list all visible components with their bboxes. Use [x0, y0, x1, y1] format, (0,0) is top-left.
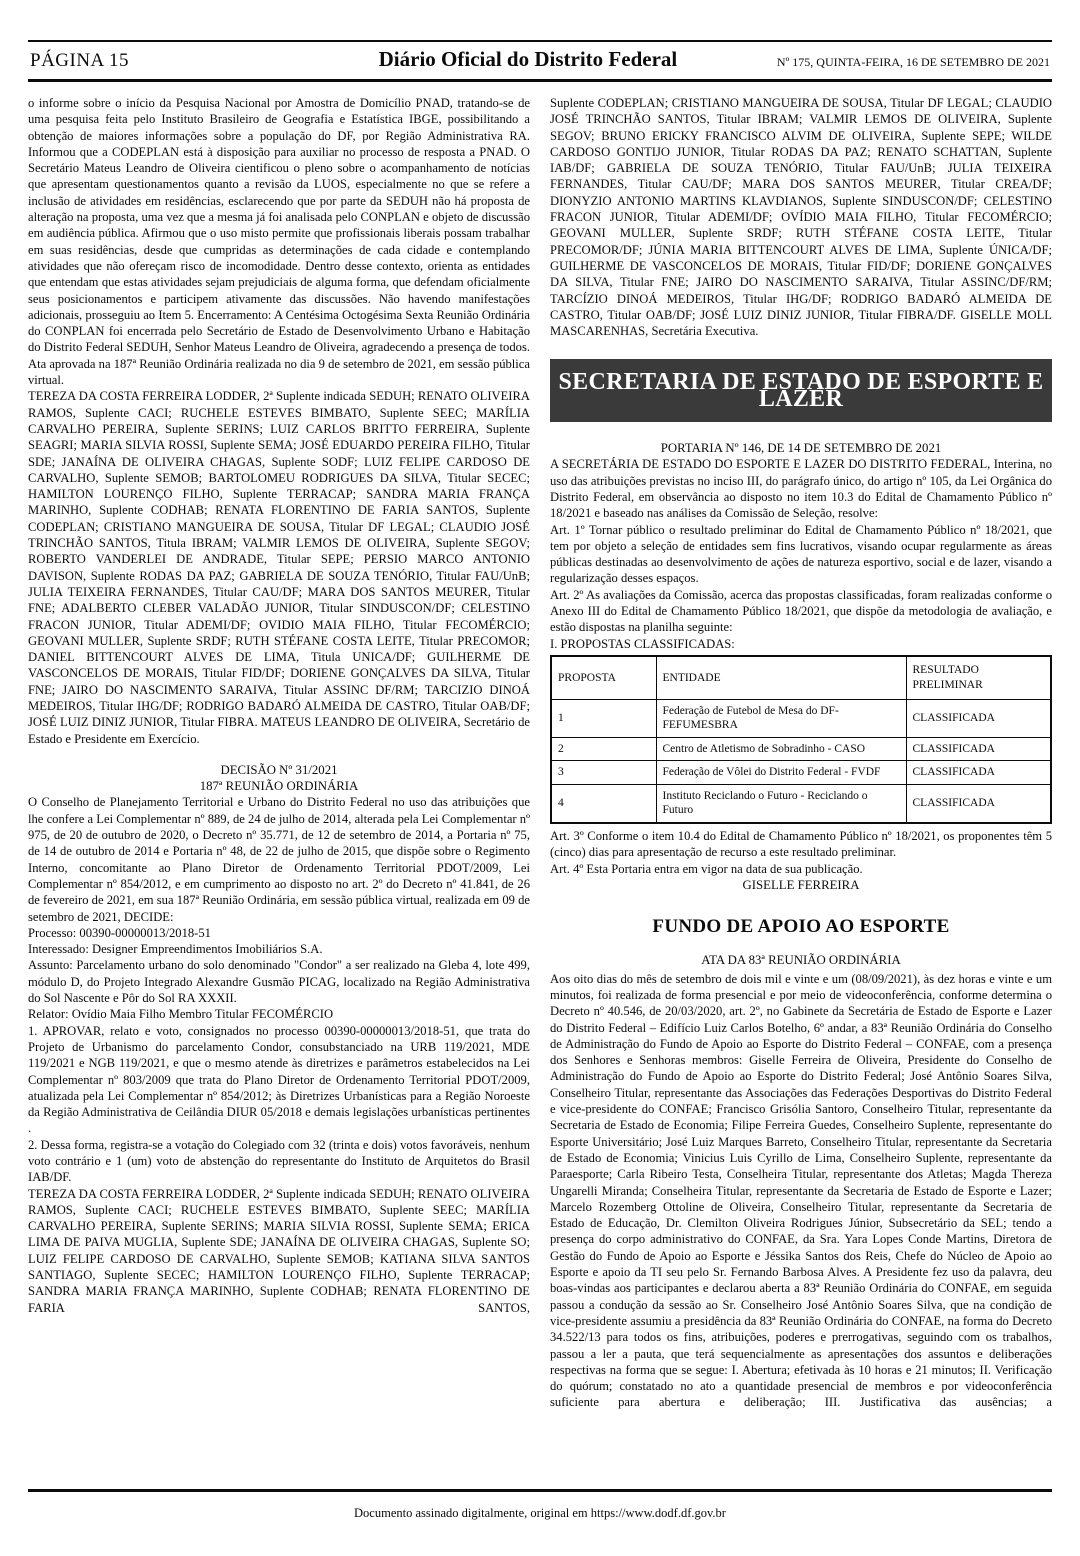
cell-entidade: Federação de Vôlei do Distrito Federal - FVDF [656, 761, 906, 785]
column-header-entidade: ENTIDADE [656, 656, 906, 700]
portaria-title: PORTARIA Nº 146, DE 14 DE SETEMBRO DE 2021 [660, 441, 942, 456]
digital-signature-note: Documento assinado digitalmente, original em https://www.dodf.df.gov.br [354, 1506, 726, 1520]
page-number-label: PÁGINA 15 [30, 50, 129, 71]
decision-item-1: 1. APROVAR, relato e voto, consignados no processo 00390-00000013/2018-51, que trata do Projeto de Urbanismo do parcelamento Condor, consubstanciado na URB 119/2021, MDE 119/2021 e NGB 119/2021, e que o mesmo atende às diretrizes e parâmetros estabelecidos na Lei Complementar nº 803/2009 que trata do Plano Diretor de Ordenamento Territorial PDOT/2009, atualizada pela Lei Complementar nº 854/2012; às Diretrizes Urbanísticas para a Região Noroeste da Região Administrativa de Ceilândia DIUR 05/2018 e demais legislações urbanísticas pertinentes . [28, 1023, 530, 1136]
table-row [551, 761, 1051, 785]
decision-title: DECISÃO Nº 31/2021 [220, 762, 338, 777]
page-footer [28, 1489, 1052, 1521]
left-column [28, 95, 530, 1493]
cell-resultado: CLASSIFICADA [906, 737, 1051, 761]
table-row [551, 699, 1051, 737]
portaria-art1-paragraph: Art. 1º Tornar público o resultado preliminar do Edital de Chamamento Público nº 18/2021, que tem por objeto a seleção de entidades sem fins lucrativos, visando ocupar regularmente as áreas públicas destinadas ao desenvolvimento de ações de natureza esportivo, social e de lazer, visando a regularização desses espaços. [550, 522, 1052, 586]
classified-proposals-table [550, 655, 1052, 824]
ata-title: ATA DA 83ª REUNIÃO ORDINÁRIA [701, 953, 901, 968]
cell-entidade: Centro de Atletismo de Sobradinho - CASO [656, 737, 906, 761]
process-line: Processo: 00390-00000013/2018-51 [28, 925, 211, 940]
decision-body-paragraph: O Conselho de Planejamento Territorial e Urbano do Distrito Federal no uso das atribuições que lhe confere a Lei Complementar nº 889, de 24 de julho de 2014, alterada pela Lei Complementar nº 975, de 20 de outubro de 2020, o Decreto nº 35.771, de 12 de setembro de 2014, a Portaria nº 75, de 14 de outubro de 2014 e Portaria nº 48, de 22 de julho de 2015, que dispõe sobre o Regimento Interno, concomitante ao Plano Diretor de Ordenamento Territorial PDOT/2009, Lei Complementar nº 854/2012, e em cumprimento ao disposto no art. 2º do Decreto nº 41.841, de 26 de fevereiro de 2021, em sua 187ª Reunião Ordinária, em sessão pública virtual, realizada em 09 de setembro de 2021, DECIDE: [28, 795, 530, 924]
portaria-intro-paragraph: A SECRETÁRIA DE ESTADO DO ESPORTE E LAZER DO DISTRITO FEDERAL, Interina, no uso das atribuições previstas no inciso III, do parágrafo único, do artigo nº 105, da Lei Orgânica do Distrito Federal, em observância ao disposto no item 10.3 do Edital de Chamamento Público nº 18/2021 e baseado nas análises da Comissão de Seleção, resolve: [550, 457, 1052, 521]
table-row [551, 737, 1051, 761]
rapporteur-line: Relator: Ovídio Maia Filho Membro Titular FECOMÉRCIO [28, 1007, 334, 1022]
cell-proposta: 4 [551, 784, 656, 823]
conplan-minutes-paragraph: o informe sobre o início da Pesquisa Nacional por Amostra de Domicílio PNAD, tratando-se de uma pesquisa feita pelo Instituto Brasileiro de Geografia e Estatística IBGE, possibilitando a obtenção de maiores informações sobre a população do DF, por Região Administrativa RA. Informou que a CODEPLAN está à disposição para auxiliar no processo de resposta a PNAD. O Secretário Mateus Leandro de Oliveira cientificou o pleno sobre o acompanhamento de notícias que apresentam questionamentos quanto a revisão da LUOS, especialmente no que se refere a inclusão de atividades em residências, esclarecendo que por parte da SEDUH não há proposta de alteração na proposta, uma vez que a mesma já foi analisada pelo CONPLAN e objeto de discussão em audiência pública. Afirmou que o uso misto permite que profissionais liberais possam trabalhar em suas residências, desde que cumpridas as determinações de cada cidade e contemplando atividades que não ofereçam risco de incomodidade. Dentro desse contexto, orienta as entidades que entendam que estas atividades sejam prejudiciais de alguma forma, que defendam oficialmente seus posicionamentos e participem ativamente das discussões. Não havendo manifestações adicionais, prosseguiu ao Item 5. Encerramento: A Centésima Octogésima Sexta Reunião Ordinária do CONPLAN foi encerrada pelo Secretário de Estado de Desenvolvimento Urbano e Habitação do Distrito Federal SEDUH, Senhor Mateus Leandro de Oliveira, agradecendo a presença de todos. Ata aprovada na 187ª Reunião Ordinária realizada no dia 9 de setembro de 2021, em sessão pública virtual. [28, 96, 530, 388]
masthead [28, 40, 1052, 82]
classified-proposals-label: I. PROPOSTAS CLASSIFICADAS: [550, 636, 735, 651]
cell-proposta: 1 [551, 699, 656, 737]
portaria-art2-paragraph: Art. 2º As avaliações da Comissão, acerca das propostas classificadas, foram realizadas conforme o Anexo III do Edital de Chamamento Público 18/2021, que dispõe da metodologia de avaliação, e estão dispostas na planilha seguinte: [550, 587, 1052, 635]
cell-resultado: CLASSIFICADA [906, 784, 1051, 823]
column-header-resultado: RESULTADO PRELIMINAR [906, 656, 1051, 700]
cell-proposta: 2 [551, 737, 656, 761]
cell-resultado: CLASSIFICADA [906, 761, 1051, 785]
section-title-fundo-apoio-esporte: FUNDO DE APOIO AO ESPORTE [652, 916, 950, 938]
edition-date-label: Nº 175, QUINTA-FEIRA, 16 DE SETEMBRO DE 2021 [776, 55, 1050, 69]
portaria-signature: GISELLE FERREIRA [742, 877, 860, 892]
decision-attendees-paragraph: TEREZA DA COSTA FERREIRA LODDER, 2ª Suplente indicada SEDUH; RENATO OLIVEIRA RAMOS, Suplente CACI; RUCHELE ESTEVES BIMBATO, Suplente SEEC; MARÍLIA CARVALHO PEREIRA, Suplente SERINS; MARIA SILVIA ROSSI, Suplente SEMA; ERICA LIMA DE PAIVA MUGLIA, Suplente SDE; JANAÍNA DE OLIVEIRA CHAGAS, Suplente SO; LUIZ FELIPE CARDOSO DE CARVALHO, Suplente SEMOB; KATIANA SILVA SANTOS SANTIAGO, Suplente SECEC; HAMILTON LOURENÇO FILHO, Suplente TERRACAP; SANDRA MARIA FRANÇA MARINHO, Suplente CODHAB; RENATA FLORENTINO DE FARIA SANTOS, [28, 1186, 530, 1315]
cell-resultado: CLASSIFICADA [906, 699, 1051, 737]
portaria-art3-paragraph: Art. 3º Conforme o item 10.4 do Edital de Chamamento Público nº 18/2021, os proponentes têm 5 (cinco) dias para apresentação de recurso a este resultado preliminar. [550, 828, 1052, 860]
decision-subtitle: 187ª REUNIÃO ORDINÁRIA [199, 779, 359, 794]
subject-line: Assunto: Parcelamento urbano do solo denominado "Condor" a ser realizado na Gleba 4, lote 499, módulo D, do Projeto Integrado Alexandre Gusmão PICAG, localizado na Região Administrativa do Sol Nascente e Pôr do Sol RA XXXII. [28, 958, 530, 1006]
conplan-attendees-paragraph: TEREZA DA COSTA FERREIRA LODDER, 2ª Suplente indicada SEDUH; RENATO OLIVEIRA RAMOS, Suplente CACI; RUCHELE ESTEVES BIMBATO, Suplente SEEC; MARÍLIA CARVALHO PEREIRA, Suplente SERINS; LUIZ CARLOS BRITTO FERREIRA, Suplente SEAGRI; MARIA SILVIA ROSSI, Suplente SEMA; JOSÉ EDUARDO PEREIRA FILHO, Titular SDE; JANAÍNA DE OLIVEIRA CHAGAS, Suplente SODF; LUIZ FELIPE CARDOSO DE CARVALHO, Suplente SEMOB; BARTOLOMEU RODRIGUES DA SILVA, Titular SECEC; HAMILTON LOURENÇO FILHO, Suplente TERRACAP; SANDRA MARIA FRANÇA MARINHO, Suplente CODHAB; RENATA FLORENTINO DE FARIA SANTOS, Suplente CODEPLAN; CRISTIANO MANGUEIRA DE SOUSA, Titular DF LEGAL; CLAUDIO JOSÉ TRINCHÃO SANTOS, Titula IBRAM; VALMIR LEMOS DE OLIVEIRA, Suplente SEGOV; ROBERTO VANDERLEI DE ANDRADE, Titular SEPE; PERSIO MARCO ANTONIO DAVISON, Suplente RODAS DA PAZ; GABRIELA DE SOUZA TENÓRIO, Titular FAU/UnB; JULIA TEIXEIRA FERNANDES, Titular CAU/DF; MARA DOS SANTOS MEURER, Titular FNE; ADALBERTO CLEBER VALADÃO JUNIOR, Titular SINDUSCON/DF; CELESTINO FRACON JUNIOR, Titular ADEMI/DF; OVIDIO MAIA FILHO, Titular FECOMÉRCIO; GEOVANI MULLER, Suplente SRDF; RUTH STÉFANE COSTA LEITE, Titular PRECOMOR; DANIEL BITTENCOURT ALVES DE LIMA, Titula UNICA/DF; GUILHERME DE VASCONCELOS DE MORAIS, Titular FID/DF; DORIENE GONÇALVES DA SILVA, Titular FNE; JAIRO DO NASCIMENTO SARAIVA, Titular ASSINC DF/RM; TARCIZIO DINOÁ MEDEIROS, Titular IHG/DF; RODRIGO BADARÓ ALMEIDA DE CASTRO, Titular OAB/DF; JOSÉ LUIZ DINIZ JUNIOR, Titular FIBRA. MATEUS LEANDRO DE OLIVEIRA, Secretário de Estado e Presidente em Exercício. [28, 389, 530, 746]
right-column [550, 95, 1052, 1493]
table-row [551, 784, 1051, 823]
cell-entidade: Federação de Futebol de Mesa do DF-FEFUMESBRA [656, 699, 906, 737]
column-header-proposta: PROPOSTA [551, 656, 656, 700]
gazette-title: Diário Oficial do Distrito Federal [378, 47, 678, 71]
page-body [28, 95, 1052, 1493]
table-header-row [551, 656, 1051, 700]
cell-entidade: Instituto Reciclando o Futuro - Reciclando o Futuro [656, 784, 906, 823]
cell-proposta: 3 [551, 761, 656, 785]
conplan-attendees-continuation: Suplente CODEPLAN; CRISTIANO MANGUEIRA DE SOUSA, Titular DF LEGAL; CLAUDIO JOSÉ TRINCHÃO SANTOS, Titular IBRAM; VALMIR LEMOS DE OLIVEIRA, Suplente SEGOV; BRUNO ERICKY FRANCISCO ALVIM DE OLIVEIRA, Suplente SEPE; WILDE CARDOSO GONTIJO JUNIOR, Titular RODAS DA PAZ; RENATO SCHATTAN, Suplente IAB/DF; GABRIELA DE SOUZA TENÓRIO, Titular FAU/UnB; JULIA TEIXEIRA FERNANDES, Titular CAU/DF; MARA DOS SANTOS MEURER, Titular CREA/DF; DIONYZIO ANTONIO MARTINS KLAVDIANOS, Suplente SINDUSCON/DF; CELESTINO FRACON JUNIOR, Titular ADEMI/DF; OVÍDIO MAIA FILHO, Titular FECOMÉRCIO; GEOVANI MULLER, Suplente SRDF; RUTH STÉFANE COSTA LEITE, Titular PRECOMOR/DF; JÚNIA MARIA BITTENCOURT ALVES DE LIMA, Suplente ÚNICA/DF; GUILHERME DE VASCONCELOS DE MORAIS, Titular FID/DF; DORIENE GONÇALVES DA SILVA, Titular FNE; JAIRO DO NASCIMENTO SARAIVA, Titular ASSINC/DF/RM; TARCÍZIO DINOÁ MEDEIROS, Titular IHG/DF; RODRIGO BADARÓ ALMEIDA DE CASTRO, Titular OAB/DF; JOSÉ LUIZ DINIZ JUNIOR, Titular FIBRA/DF. GISELLE MOLL MASCARENHAS, Secretária Executiva. [550, 96, 1052, 339]
decision-item-2: 2. Dessa forma, registra-se a votação do Colegiado com 32 (trinta e dois) votos favoráveis, nenhum voto contrário e 1 (um) voto de abstenção do representante do Instituto de Arquitetos do Brasil IAB/DF. [28, 1137, 530, 1185]
interested-party-line: Interessado: Designer Empreendimentos Imobiliários S.A. [28, 942, 323, 957]
ata-body-paragraph: Aos oito dias do mês de setembro de dois mil e vinte e um (08/09/2021), às dez horas e vinte e um minutos, foi realizada de forma presencial e por meio de videoconferência, conforme determina o Decreto nº 40.546, de 20/03/2020, art. 2º, no Gabinete da Secretária de Estado de Esporte e Lazer do Distrito Federal – Edifício Luiz Carlos Botelho, 6º andar, a 83ª Reunião Ordinária do Conselho de Administração do Fundo de Apoio ao Esporte do Distrito Federal – CONFAE, com a presença dos Senhores e Senhoras membros: Giselle Ferreira de Oliveira, Presidente do Conselho de Administração do Fundo de Apoio ao Esporte do Distrito Federal; José Antônio Soares Silva, Conselheiro Titular, representante das Associações das Federações Desportivas do Distrito Federal e vice-presidente do CONFAE; Francisco Grisólia Santoro, Conselheiro Titular, representante da Secretaria de Estado de Economia; Filipe Ferreira Guedes, Conselheiro Suplente, representante do Esporte Universitário; José Luiz Marques Barreto, Conselheiro Titular, representante da Secretaria de Estado de Economia; Vinicius Luis Cyrillo de Lima, Conselheiro Suplente, representante da Paraesporte; Carla Ribeiro Testa, Conselheira Titular, representante dos Atletas; Magda Thereza Ungarelli Miranda; Conselheira Titular, representante da Secretaria de Estado de Esporte e Lazer; Marcelo Rozemberg Ottoline de Oliveira, Conselheiro Titular, representante da Secretaria de Estado de Educação, Dr. Clemilton Oliveira Rodrigues Júnior, Subsecretário da SEL; tendo a presença do corpo administrativo do CONFAE, da Sra. Yara Lopes Conde Martins, Diretora de Gestão do Fundo de Apoio ao Esporte e Jéssika Santos dos Reis, Chefe do Núcleo de Apoio ao Esporte e apoio da TI seu pelo Sr. Fernando Barbosa Alves. A Presidente fez uso da palavra, deu boas-vindas aos participantes e declarou aberta a 83ª Reunião Ordinária do CONFAE, em seguida passou a condução da sessão ao Sr. Conselheiro José Antônio Soares Silva, que na condição de vice-presidente assumiu a presidência da 83ª Reunião Ordinária do CONFAE, na forma do Decreto 34.522/13 para todos os fins, atribuições, poderes e prerrogativas, seguindo com os trabalhos, passou a ler a pauta, que terá sequencialmente as apresentações dos assuntos e deliberações respectivas na forma que se segue: I. Abertura; efetivada às 10 horas e 21 minutos; II. Verificação do quórum; constatado no ato a quantidade presencial de membros e por videoconferência suficiente para abertura e deliberação; III. Justificativa das ausências; a [550, 971, 1052, 1410]
section-banner-secretaria-esporte: SECRETARIA DE ESTADO DE ESPORTE E LAZER [550, 359, 1052, 422]
portaria-art4-paragraph: Art. 4º Esta Portaria entra em vigor na data de sua publicação. [550, 861, 863, 876]
